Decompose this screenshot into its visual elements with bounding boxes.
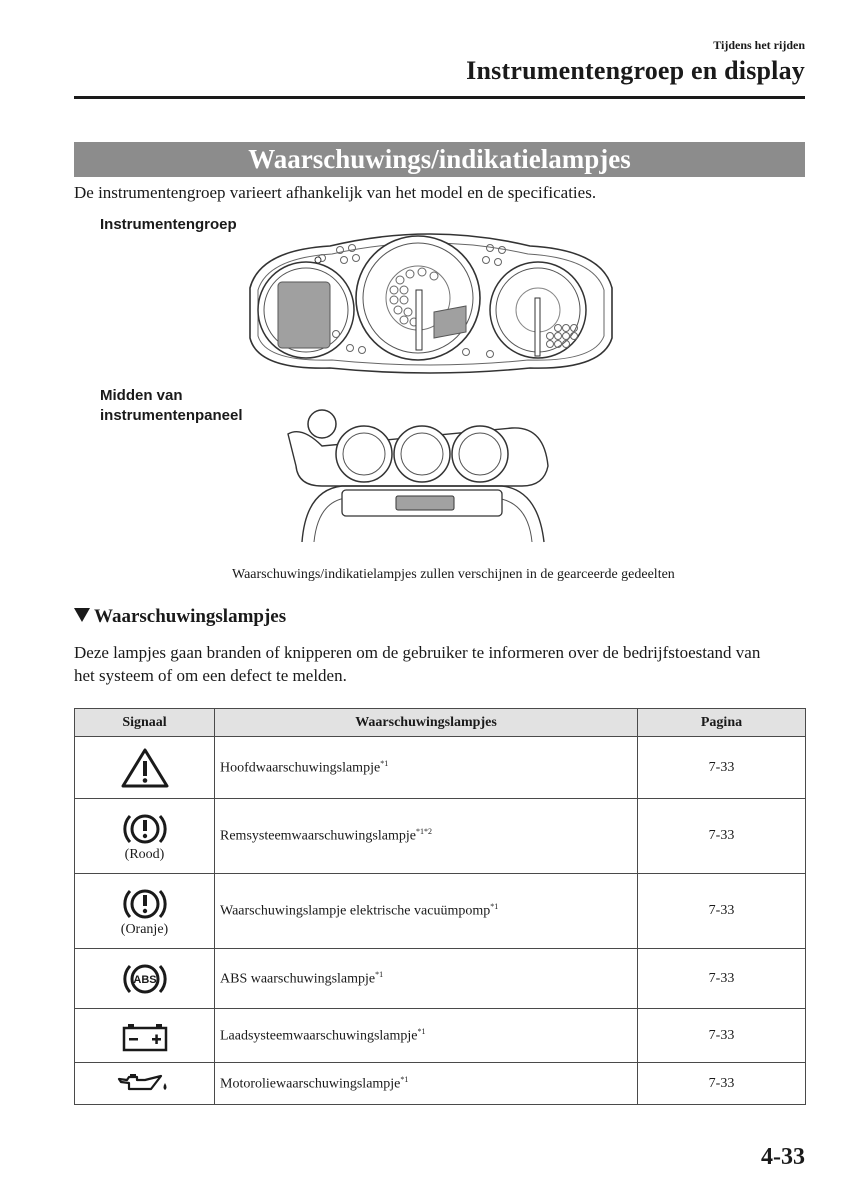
footnote-ref: *1*2 [415,827,432,837]
section-banner: Waarschuwings/indikatielampjes [74,142,805,177]
warning-name: Hoofdwaarschuwingslampje [220,760,381,776]
running-header-chapter: Instrumentengroep en display [466,56,805,85]
table-row [75,1009,806,1063]
signal-cell [75,1009,215,1063]
warning-name: ABS waarschuwingslampje [220,971,376,987]
triangle-bullet-icon [74,608,90,622]
running-header-section: Tijdens het rijden [713,38,805,52]
signal-cell [75,737,215,799]
page-cell: 7-33 [638,949,806,1009]
master-warning-icon [120,747,170,789]
intro-text: De instrumentengroep varieert afhankelijk van het model en de specificaties. [74,183,597,202]
subsection-paragraph: Deze lampjes gaan branden of knipperen om de gebruiker te informeren over de bedrijfstoestand van het systeem of om een defect te melden. [74,643,761,685]
page-number: 4-33 [761,1144,805,1170]
warning-name: Motoroliewaarschuwingslampje [220,1076,401,1092]
header-rule [74,96,805,99]
header-page: Pagina [638,709,806,737]
subsection-title: Waarschuwingslampjes [94,606,287,627]
center-panel-illustration [282,406,562,544]
warning-name-cell [215,1009,638,1063]
center-panel-label [100,386,243,426]
page-cell: 7-33 [638,1009,806,1063]
table-header-row [75,709,806,737]
warning-name-cell [215,874,638,949]
warning-name: Laadsysteemwaarschuwingslampje [220,1028,418,1044]
header-signal: Signaal [75,709,215,737]
footnote-ref: *1 [400,1074,409,1084]
center-panel-label-line1: Midden van [100,387,183,404]
warning-name-cell [215,949,638,1009]
footnote-ref: *1 [490,902,499,912]
warning-name: Waarschuwingslampje elektrische vacuümpomp [220,903,491,919]
center-panel-label-line2: instrumentenpaneel [100,407,243,424]
signal-cell [75,799,215,874]
instrument-cluster-illustration [240,228,620,378]
abs-icon [120,959,170,999]
table-row [75,1063,806,1105]
table-row [75,799,806,874]
signal-cell [75,949,215,1009]
warning-name-cell [215,737,638,799]
abs-icon-text: ABS [132,973,157,986]
signal-color-note: (Oranje) [120,922,169,937]
warning-lights-table [74,708,806,1105]
warning-name: Remsysteemwaarschuwingslampje [220,828,416,844]
table-row [75,737,806,799]
cluster-label: Instrumentengroep [100,216,237,233]
page-cell: 7-33 [638,799,806,874]
page-cell: 7-33 [638,1063,806,1105]
page-cell: 7-33 [638,874,806,949]
page-cell: 7-33 [638,737,806,799]
signal-cell [75,874,215,949]
oil-can-icon [115,1071,175,1097]
signal-cell [75,1063,215,1105]
figure-caption: Waarschuwings/indikatielampjes zullen verschijnen in de gearceerde gedeelten [232,567,675,582]
footnote-ref: *1 [417,1026,426,1036]
footnote-ref: *1 [380,758,389,768]
brake-system-icon [120,809,170,849]
header-warning-lights: Waarschuwingslampjes [215,709,638,737]
footnote-ref: *1 [375,969,384,979]
warning-name-cell [215,799,638,874]
table-row [75,874,806,949]
battery-charging-icon [120,1019,170,1053]
brake-vacuum-pump-icon [120,884,170,924]
subsection-heading [74,606,286,628]
warning-name-cell [215,1063,638,1105]
signal-color-note: (Rood) [124,847,165,862]
table-row [75,949,806,1009]
